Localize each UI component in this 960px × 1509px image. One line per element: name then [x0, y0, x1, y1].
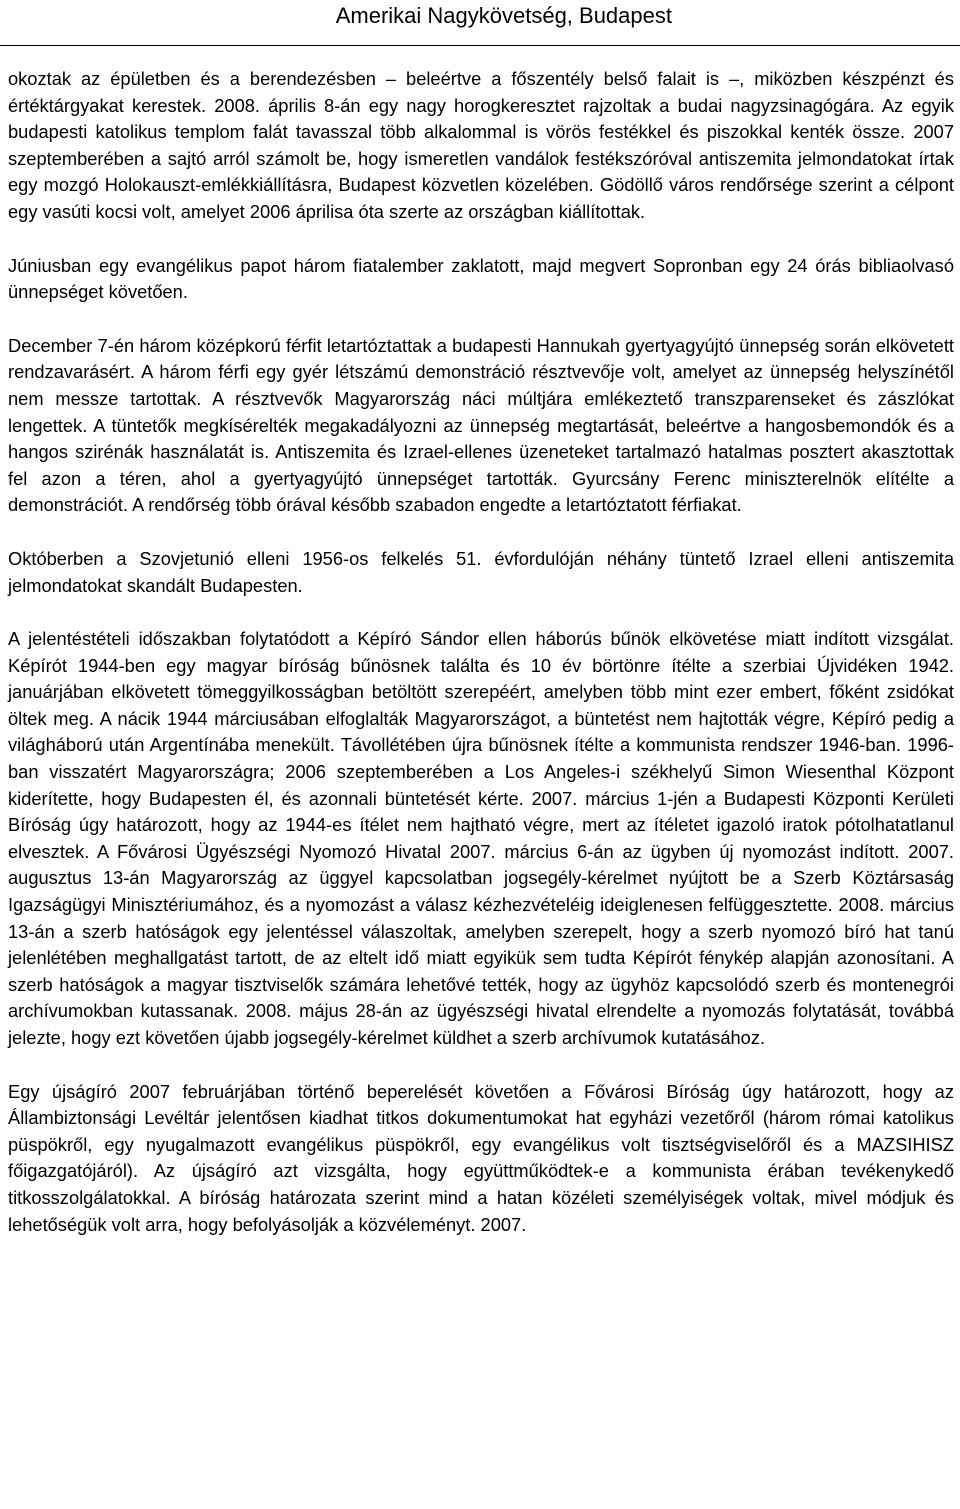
document-body	[8, 66, 954, 1265]
paragraph-sopron: Júniusban egy evangélikus papot három fiatalember zaklatott, majd megvert Sopronban egy 24 órás bibliaolvasó ünnepséget követően.	[8, 254, 954, 303]
page-header	[0, 0, 960, 46]
paragraph-hannukah: December 7-én három középkorú férfit letartóztattak a budapesti Hannukah gyertyagyújtó ünnepség során elkövetett rendzavarásért. A három férfi egy gyér létszámú demonstráció résztvevője volt, amelyet az ünnepség helyszínétől nem messze tartottak. A résztvevők Magyarország náci múltjára emlékeztető transzparenseket és zászlókat lengettek. A tüntetők megkísérelték megakadályozni az ünnepség megtartását, beleértve a hangosbemondók és a hangos szirénák használatát is. Antiszemita és Izrael-ellenes üzeneteket tartalmazó hatalmas posztert akasztottak fel azon a téren, ahol a gyertyagyújtó ünnepséget tartották. Gyurcsány Ferenc miniszterelnök elítélte a demonstrációt. A rendőrség több órával később szabadon engedte a letartóztatott férfiakat.	[8, 334, 954, 516]
header-title: Amerikai Nagykövetség, Budapest	[335, 3, 672, 28]
paragraph-journalist: Egy újságíró 2007 februárjában történő beperelését követően a Fővárosi Bíróság úgy határozott, hogy az Állambiztonsági Levéltár jelentősen kiadhat titkos dokumentumokat hat egyházi vezetőről (három római katolikus püspökről, egy nyugalmazott evangélikus püspökről, egy evangélikus volt tisztségviselőről és a MAZSIHISZ főigazgatójáról). Az újságíró azt vizsgálta, hogy együttműködtek-e a kommunista érában tevékenykedő titkosszolgálatokkal. A bíróság határozata szerint mind a hatan közéleti személyiségek voltak, mivel módjuk és lehetőségük volt arra, hogy befolyásolják a közvéleményt. 2007.	[8, 1080, 954, 1235]
paragraph-october: Októberben a Szovjetunió elleni 1956-os felkelés 51. évfordulóján néhány tüntető Izrael elleni antiszemita jelmondatokat skandált Budapesten.	[8, 547, 954, 596]
paragraph-kepiro: A jelentéstételi időszakban folytatódott a Képíró Sándor ellen háborús bűnök elkövetése miatt indított vizsgálat. Képírót 1944-ben egy magyar bíróság bűnösnek találta és 10 év börtönre ítélte a szerbiai Újvidéken 1942. januárjában elkövetett tömeggyilkosságban betöltött szerepéért, amelyben több mint ezer embert, főként zsidókat öltek meg. A nácik 1944 márciusában elfoglalták Magyarországot, a büntetést nem hajtották végre, Képíró pedig a világháború után Argentínába menekült. Távollétében újra bűnösnek ítélte a kommunista rendszer 1946-ban. 1996-ban visszatért Magyarországra; 2006 szeptemberében a Los Angeles-i székhelyű Simon Wiesenthal Központ kiderítette, hogy Budapesten él, és azonnali büntetését kérte. 2007. március 1-jén a Budapesti Központi Kerületi Bíróság úgy határozott, hogy az 1944-es ítélet nem hajtható végre, mert az ítéletet igazoló iratok pótolhatatlanul elvesztek. A Fővárosi Ügyészségi Nyomozó Hivatal 2007. március 6-án az ügyben új nyomozást indított. 2007. augusztus 13-án Magyarország az üggyel kapcsolatban jogsegély-kérelmet nyújtott be a Szerb Köztársaság Igazságügyi Minisztériumához, és a nyomozást a válasz kézhezvételéig ideiglenesen felfüggesztette. 2008. március 13-án a szerb hatóságok egy jelentéssel válaszoltak, amelyben szerepelt, hogy a szerb nyomozó bíró hat tanú jelenlétében meghallgatást tartott, de az eltelt idő miatt egyikük sem tudta Képírót fénykép alapján azonosítani. A szerb hatóságok a magyar tisztviselők számára lehetővé tették, hogy az ügyhöz kapcsolódó szerb és montenegrói archívumokban kutassanak. 2008. május 28-án az ügyészségi hivatal elrendelte a nyomozás folytatását, továbbá jelezte, hogy ezt követően újabb jogsegély-kérelmet küldhet a szerb archívumok kutatásához.	[8, 628, 954, 1048]
paragraph-vandalism: okoztak az épületben és a berendezésben – beleértve a főszentély belső falait is –, miközben készpénzt és értéktárgyakat kerestek. 2008. április 8-án egy nagy horogkeresztet rajzoltak a budai nagyzsinagógára. Az egyik budapesti katolikus templom falát tavasszal több alkalommal is vörös festékkel és piszokkal kenték össze. 2007 szeptemberében a sajtó arról számolt be, hogy ismeretlen vandálok festékszóróval antiszemita jelmondatokat írtak egy mozgó Holokauszt-emlékkiállításra, Budapest közvetlen közelében. Gödöllő város rendőrsége szerint a célpont egy vasúti kocsi volt, amelyet 2006 áprilisa óta szerte az országban kiállítottak.	[8, 68, 954, 222]
